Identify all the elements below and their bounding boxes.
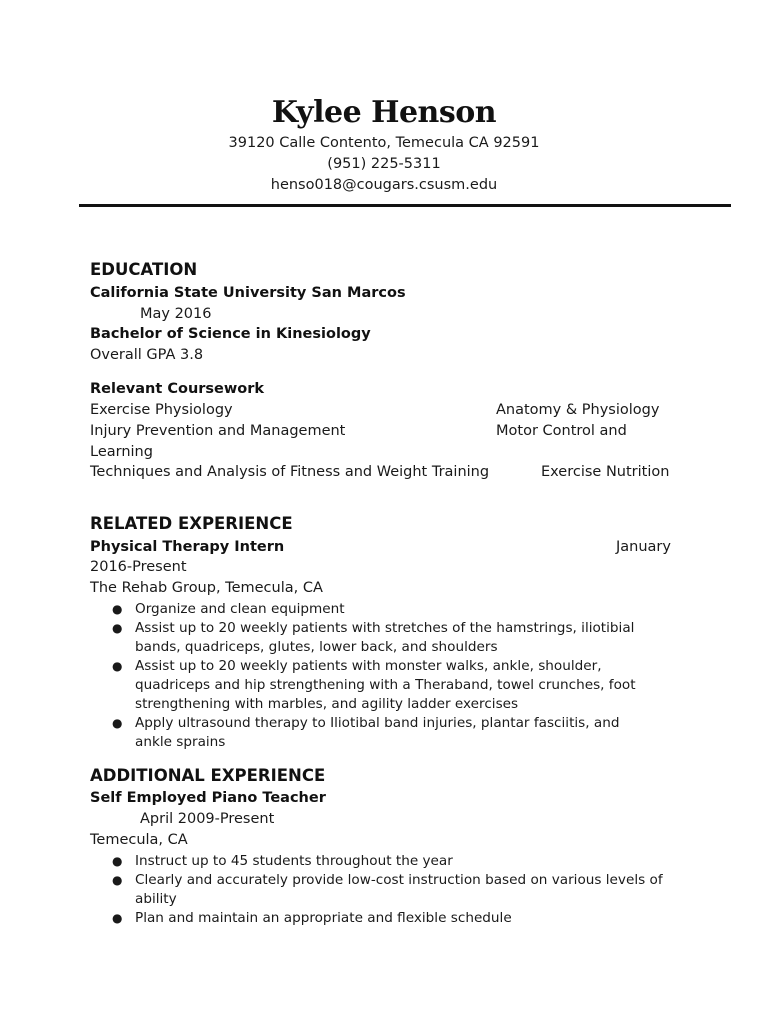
bullet-text: Organize and clean equipment	[135, 601, 345, 617]
related-experience-heading: RELATED EXPERIENCE	[90, 514, 293, 533]
education-heading: EDUCATION	[90, 260, 198, 279]
list-item	[90, 852, 690, 871]
header-divider	[79, 204, 731, 207]
job-date-continued: 2016-Present	[90, 559, 187, 575]
list-item	[90, 909, 690, 928]
bullet-icon: ●	[112, 854, 123, 868]
coursework-heading: Relevant Coursework	[90, 381, 265, 397]
list-item	[90, 600, 660, 619]
education-degree: Bachelor of Science in Kinesiology	[90, 326, 371, 342]
bullet-icon: ●	[112, 716, 123, 730]
education-school: California State University San Marcos	[90, 285, 406, 301]
contact-email: henso018@cougars.csusm.edu	[270, 177, 498, 193]
bullet-text: Assist up to 20 weekly patients with monster walks, ankle, shoulder, quadriceps and hip strengthening with a Theraband, towel crunches, foot strengthening with marbles, and agility ladder exercises	[135, 658, 636, 712]
list-item	[90, 714, 660, 752]
course-item: Exercise Physiology	[90, 402, 233, 418]
additional-bullets	[90, 852, 690, 928]
job-title: Physical Therapy Intern	[90, 539, 285, 555]
contact-address: 39120 Calle Contento, Temecula CA 92591	[228, 135, 540, 151]
bullet-icon: ●	[112, 602, 123, 616]
bullet-icon: ●	[112, 873, 123, 887]
resume-name: Kylee Henson	[271, 95, 497, 130]
list-item	[90, 619, 660, 657]
job-location: Temecula, CA	[90, 832, 188, 848]
course-item: Anatomy & Physiology	[496, 402, 660, 418]
bullet-text: Plan and maintain an appropriate and flexible schedule	[135, 910, 512, 926]
bullet-text: Apply ultrasound therapy to Iliotibal band injuries, plantar fasciitis, and ankle sprains	[135, 715, 620, 750]
bullet-text: Assist up to 20 weekly patients with stretches of the hamstrings, iliotibial bands, quadriceps, glutes, lower back, and shoulders	[135, 620, 635, 655]
course-item: Exercise Nutrition	[541, 464, 670, 480]
course-item: Injury Prevention and Management	[90, 423, 346, 439]
additional-experience-heading: ADDITIONAL EXPERIENCE	[90, 766, 326, 785]
course-item-continued: Learning	[90, 444, 153, 460]
bullet-text: Clearly and accurately provide low-cost instruction based on various levels of ability	[135, 872, 663, 907]
bullet-icon: ●	[112, 659, 123, 673]
job-title: Self Employed Piano Teacher	[90, 790, 326, 806]
related-bullets	[90, 600, 660, 752]
bullet-icon: ●	[112, 911, 123, 925]
list-item	[90, 871, 690, 909]
job-date: April 2009-Present	[140, 811, 275, 827]
education-gpa: Overall GPA 3.8	[90, 347, 204, 363]
course-item: Motor Control and	[496, 423, 627, 439]
contact-phone: (951) 225-5311	[327, 156, 441, 172]
course-item: Techniques and Analysis of Fitness and Weight Training	[90, 464, 490, 480]
bullet-text: Instruct up to 45 students throughout the year	[135, 853, 453, 869]
job-organization: The Rehab Group, Temecula, CA	[90, 580, 323, 596]
job-date: January	[616, 539, 671, 555]
list-item	[90, 657, 660, 714]
education-date: May 2016	[140, 306, 212, 322]
bullet-icon: ●	[112, 621, 123, 635]
